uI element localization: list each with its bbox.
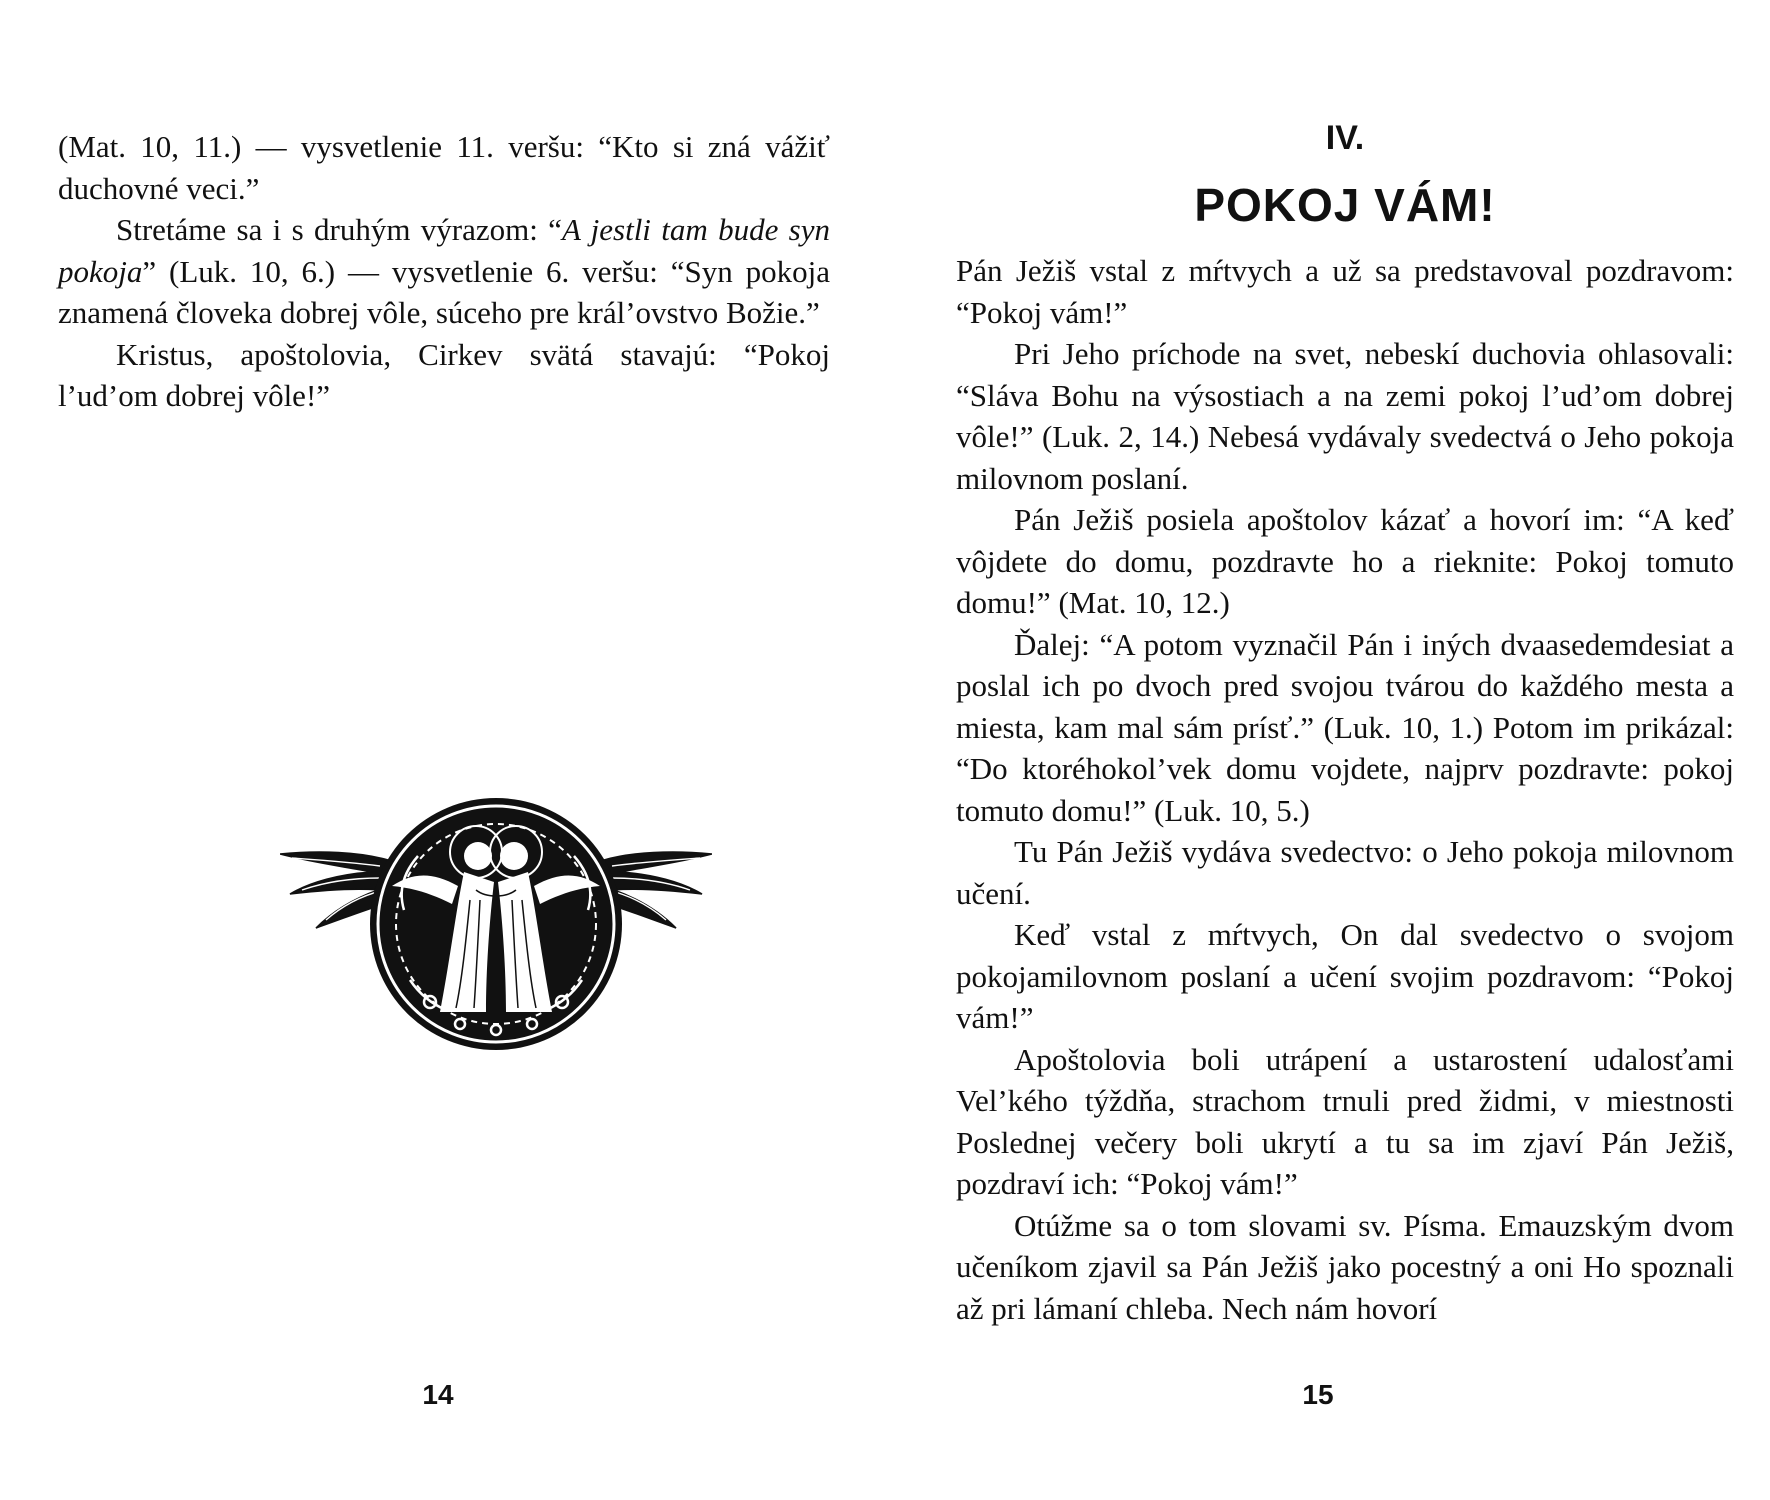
right-paragraph-1: Pán Ježiš vstal z mŕtvych a už sa predstavoval pozdravom: “Pokoj vám!”: [956, 253, 1734, 330]
right-paragraph-5: Tu Pán Ježiš vydáva svedectvo: o Jeho pokoja milovnom učení.: [956, 834, 1734, 911]
left-paragraph-2-text-a: Stretáme sa i s druhým výrazom: “: [116, 212, 562, 247]
left-paragraph-1-text: (Mat. 10, 11.) — vysvetlenie 11. veršu: “Kto si zná vážiť duchovné veci.”: [58, 129, 830, 206]
winged-angels-medallion-icon: [280, 790, 712, 1052]
left-paragraph-3: [58, 334, 830, 417]
right-page: [956, 0, 1734, 1500]
left-page-text: [58, 126, 830, 417]
left-page: [58, 0, 830, 1500]
right-page-text: [956, 250, 1734, 1329]
right-paragraph-4: Ďalej: “A potom vyznačil Pán i iných dvaasedemdesiat a poslal ich po dvoch pred svojou tvárou do každého mesta a miesta, kam mal sám prísť.” (Luk. 10, 1.) Potom im prikázal: “Do ktoréhokol’vek domu vojdete, najprv pozdravte: pokoj tomuto domu!” (Luk. 10, 5.): [956, 626, 1734, 828]
left-paragraph-2-text-b: ” (Luk. 10, 6.) — vysvetlenie 6. veršu: “Syn pokoja znamená človeka dobrej vôle, súceho pre král’ovstvo Božie.”: [58, 253, 830, 330]
right-paragraph-2: Pri Jeho príchode na svet, nebeskí duchovia ohlasovali: “Sláva Bohu na výsostiach a na zemi pokoj l’ud’om dobrej vôle!” (Luk. 2, 14.) Nebesá vydávaly svedectvá o Jeho pokoja milovnom poslaní.: [956, 336, 1734, 496]
page-number-right: 15: [1302, 1379, 1334, 1410]
right-paragraph-7: Apoštolovia boli utrápení a ustarostení udalosťami Vel’kého týždňa, strachom trnuli pred židmi, v miestnosti Poslednej večery boli ukrytí a tu sa im zjaví Pán Ježiš, pozdraví ich: “Pokoj vám!”: [956, 1041, 1734, 1201]
left-paragraph-2: [58, 209, 830, 334]
right-paragraph-3: Pán Ježiš posiela apoštolov kázať a hovorí im: “A keď vôjdete do domu, pozdravte ho a rieknite: Pokoj tomuto domu!” (Mat. 10, 12.): [956, 502, 1734, 620]
page-number-left: 14: [422, 1379, 454, 1410]
left-paragraph-1: [58, 126, 830, 209]
left-paragraph-2-italic-quote: A jestli tam bude syn pokoja: [58, 212, 830, 289]
chapter-title: POKOJ VÁM!: [1194, 179, 1496, 231]
left-paragraph-3-text: Kristus, apoštolovia, Cirkev svätá stavajú: “Pokoj l’ud’om dobrej vôle!”: [58, 336, 830, 413]
right-paragraph-8: Otúžme sa o tom slovami sv. Písma. Emauzským dvom učeníkom zjavil sa Pán Ježiš jako pocestný a oni Ho spoznali až pri lámaní chleba. Nech nám hovorí: [956, 1207, 1734, 1326]
right-paragraph-6: Keď vstal z mŕtvych, On dal svedectvo o svojom pokojamilovnom poslaní a učení svojim pozdravom: “Pokoj vám!”: [956, 917, 1734, 1035]
chapter-number: IV.: [1325, 119, 1365, 157]
